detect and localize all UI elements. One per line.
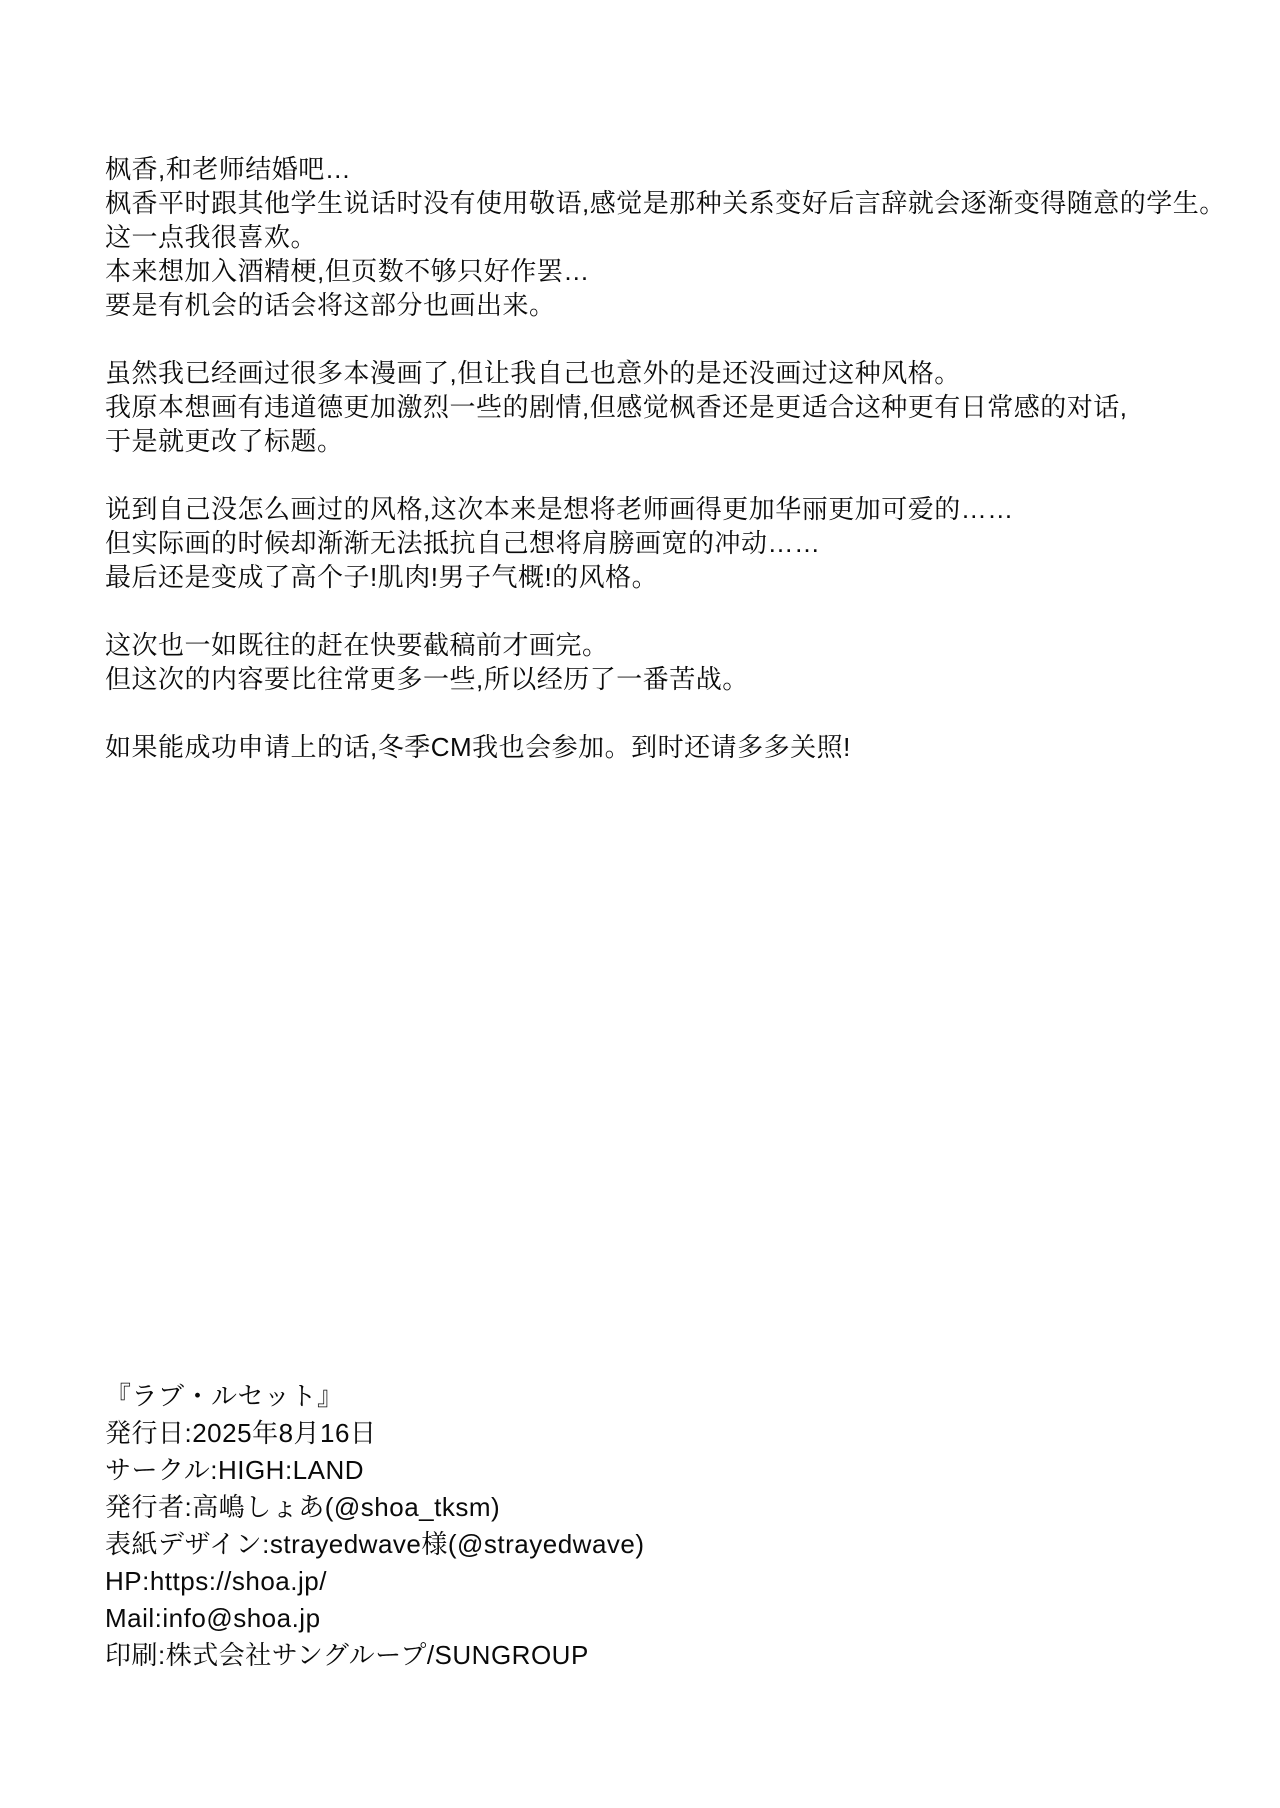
afterword-line: 这次也一如既往的赶在快要截稿前才画完。 xyxy=(105,630,609,660)
afterword-line: 枫香,和老师结婚吧… xyxy=(105,154,352,184)
colophon-line: Mail:info@shoa.jp xyxy=(105,1603,321,1633)
colophon-line: サークル:HIGH:LAND xyxy=(105,1455,365,1485)
afterword-line: 虽然我已经画过很多本漫画了,但让我自己也意外的是还没画过这种风格。 xyxy=(105,358,961,388)
colophon-line: HP:https://shoa.jp/ xyxy=(105,1566,327,1596)
afterword-line: 我原本想画有违道德更加激烈一些的剧情,但感觉枫香还是更适合这种更有日常感的对话, xyxy=(105,392,1128,422)
afterword-line: 本来想加入酒精梗,但页数不够只好作罢… xyxy=(105,256,590,286)
afterword-paragraph xyxy=(105,152,1226,322)
afterword-paragraph xyxy=(105,492,1226,594)
afterword-line: 要是有机会的话会将这部分也画出来。 xyxy=(105,290,556,320)
afterword-paragraph xyxy=(105,628,1226,696)
afterword-line: 枫香平时跟其他学生说话时没有使用敬语,感觉是那种关系变好后言辞就会逐渐变得随意的学生。 xyxy=(105,188,1226,218)
afterword-line: 于是就更改了标题。 xyxy=(105,426,344,456)
afterword-line: 这一点我很喜欢。 xyxy=(105,222,318,252)
afterword-paragraph xyxy=(105,356,1226,458)
colophon-line: 『ラブ・ルセット』 xyxy=(105,1381,344,1411)
afterword-line: 但实际画的时候却渐渐无法抵抗自己想将肩膀画宽的冲动…… xyxy=(105,528,821,558)
colophon-line: 表紙デザイン:strayedwave様(@strayedwave) xyxy=(105,1529,645,1559)
colophon-line: 発行日:2025年8月16日 xyxy=(105,1418,377,1448)
afterword-line: 但这次的内容要比往常更多一些,所以经历了一番苦战。 xyxy=(105,664,749,694)
afterword-text xyxy=(105,152,1226,798)
afterword-line: 说到自己没怎么画过的风格,这次本来是想将老师画得更加华丽更加可爱的…… xyxy=(105,494,1014,524)
afterword-paragraph xyxy=(105,730,1226,764)
colophon xyxy=(105,1378,645,1674)
afterword-line: 如果能成功申请上的话,冬季CM我也会参加。到时还请多多关照! xyxy=(105,732,851,762)
colophon-line: 印刷:株式会社サングループ/SUNGROUP xyxy=(105,1640,589,1670)
afterword-line: 最后还是变成了高个子!肌肉!男子气概!的风格。 xyxy=(105,562,659,592)
colophon-line: 発行者:高嶋しょあ(@shoa_tksm) xyxy=(105,1492,501,1522)
